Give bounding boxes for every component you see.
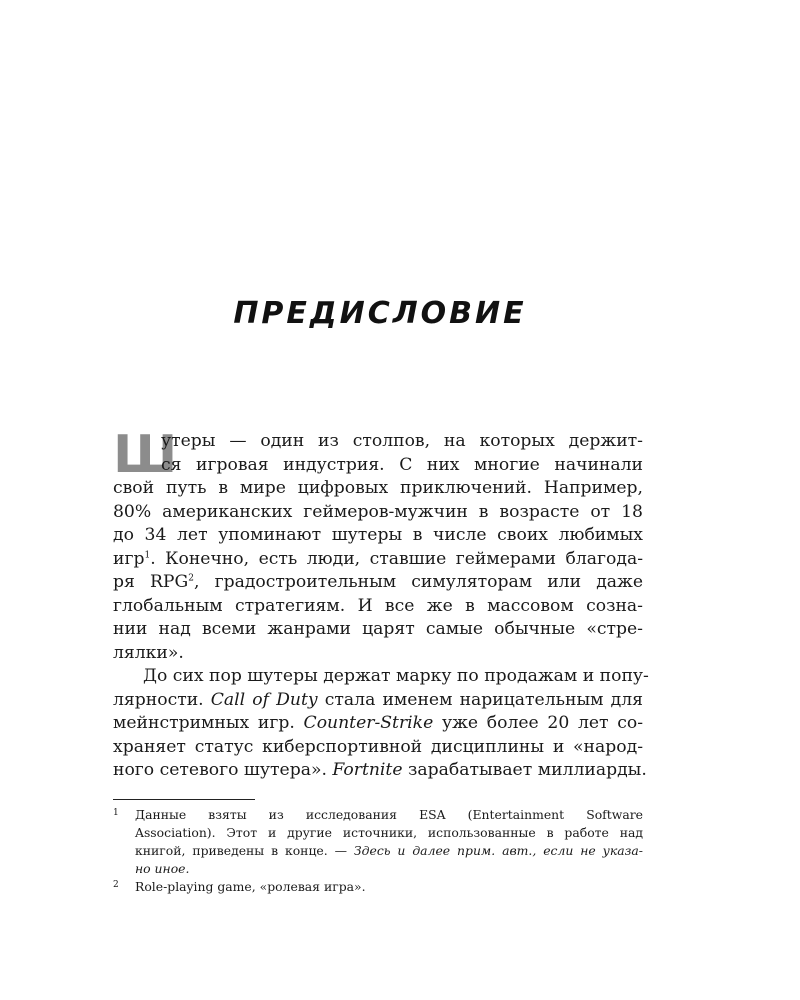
text-run-italic: Здесь и далее прим. авт., если не указа- [353, 843, 643, 858]
game-title: Fortnite [332, 760, 403, 780]
main-text [113, 425, 649, 783]
text-run: Конечно, есть люди, ставшие геймерами благода- [165, 548, 643, 569]
text-line: игр$^1$. Конечно, есть люди, ставшие геймерами благода- [113, 548, 643, 569]
text-run: уже более 20 лет со- [441, 713, 643, 733]
text-run: зарабатывает миллиарды. [407, 760, 647, 780]
footnote-line: Данные взяты из исследования ESA (Entertainment Software [135, 807, 643, 822]
text-line: утеры — один из столпов, на которых держит- [161, 431, 643, 451]
word: игр [113, 548, 145, 569]
text-line [113, 712, 643, 736]
footnote-line [135, 860, 643, 878]
text-line [113, 759, 647, 783]
footnote-number: 2 [113, 880, 119, 890]
footnote-line: Role-playing game, «ролевая игра». [135, 879, 366, 894]
text-line: До сих пор шутеры держат марку по продажам и попу- [143, 666, 649, 686]
text-line [113, 689, 643, 713]
paragraph-1 [113, 425, 644, 665]
text-line: до 34 лет упоминают шутеры в числе своих любимых [113, 525, 643, 545]
text-line: 80% американских геймеров-мужчин в возрасте от 18 [113, 501, 643, 522]
game-title: Counter-Strike [303, 713, 434, 733]
drop-cap: Ш [113, 425, 178, 485]
text-run: , градостроительным симуляторам или даже [193, 572, 644, 592]
footnote-line [135, 842, 643, 860]
text-run-italic: но иное. [135, 861, 190, 876]
text-run: ря RPG [113, 572, 189, 592]
text-run: стала именем нарицательным для [324, 689, 643, 710]
text-line [113, 571, 643, 595]
game-title: Call of Duty [210, 689, 318, 710]
footnote-1 [113, 806, 643, 878]
text-line: нии над всеми жанрами царят самые обычные «стре- [113, 619, 643, 639]
footnote-separator [113, 799, 255, 800]
footnote-ref-1: 1 [144, 549, 151, 560]
footnote-line: Association). Этот и другие источники, использованные в работе над [135, 825, 643, 840]
footnote-ref-2: 2 [188, 573, 194, 584]
text-run: лярности. [113, 689, 204, 710]
paragraph-2 [113, 665, 649, 783]
text-line: свой путь в мире цифровых приключений. Например, [113, 478, 643, 498]
text-line: глобальным стратегиям. И все же в массовом созна- [113, 595, 643, 616]
footnote-number: 1 [113, 808, 119, 818]
footnote-2 [113, 878, 643, 896]
text-run: ного сетевого шутера». [113, 760, 327, 780]
text-line: ся игровая индустрия. С них многие начинали [161, 454, 643, 475]
text-line: лялки». [113, 642, 184, 663]
text-run: книгой, приведены в конце. — [135, 843, 347, 858]
text-line: храняет статус киберспортивной дисциплины и «народ- [113, 736, 643, 757]
page-title: ПРЕДИСЛОВИЕ [233, 296, 527, 331]
footnotes [113, 806, 643, 896]
text-run: мейнстримных игр. [113, 713, 295, 733]
